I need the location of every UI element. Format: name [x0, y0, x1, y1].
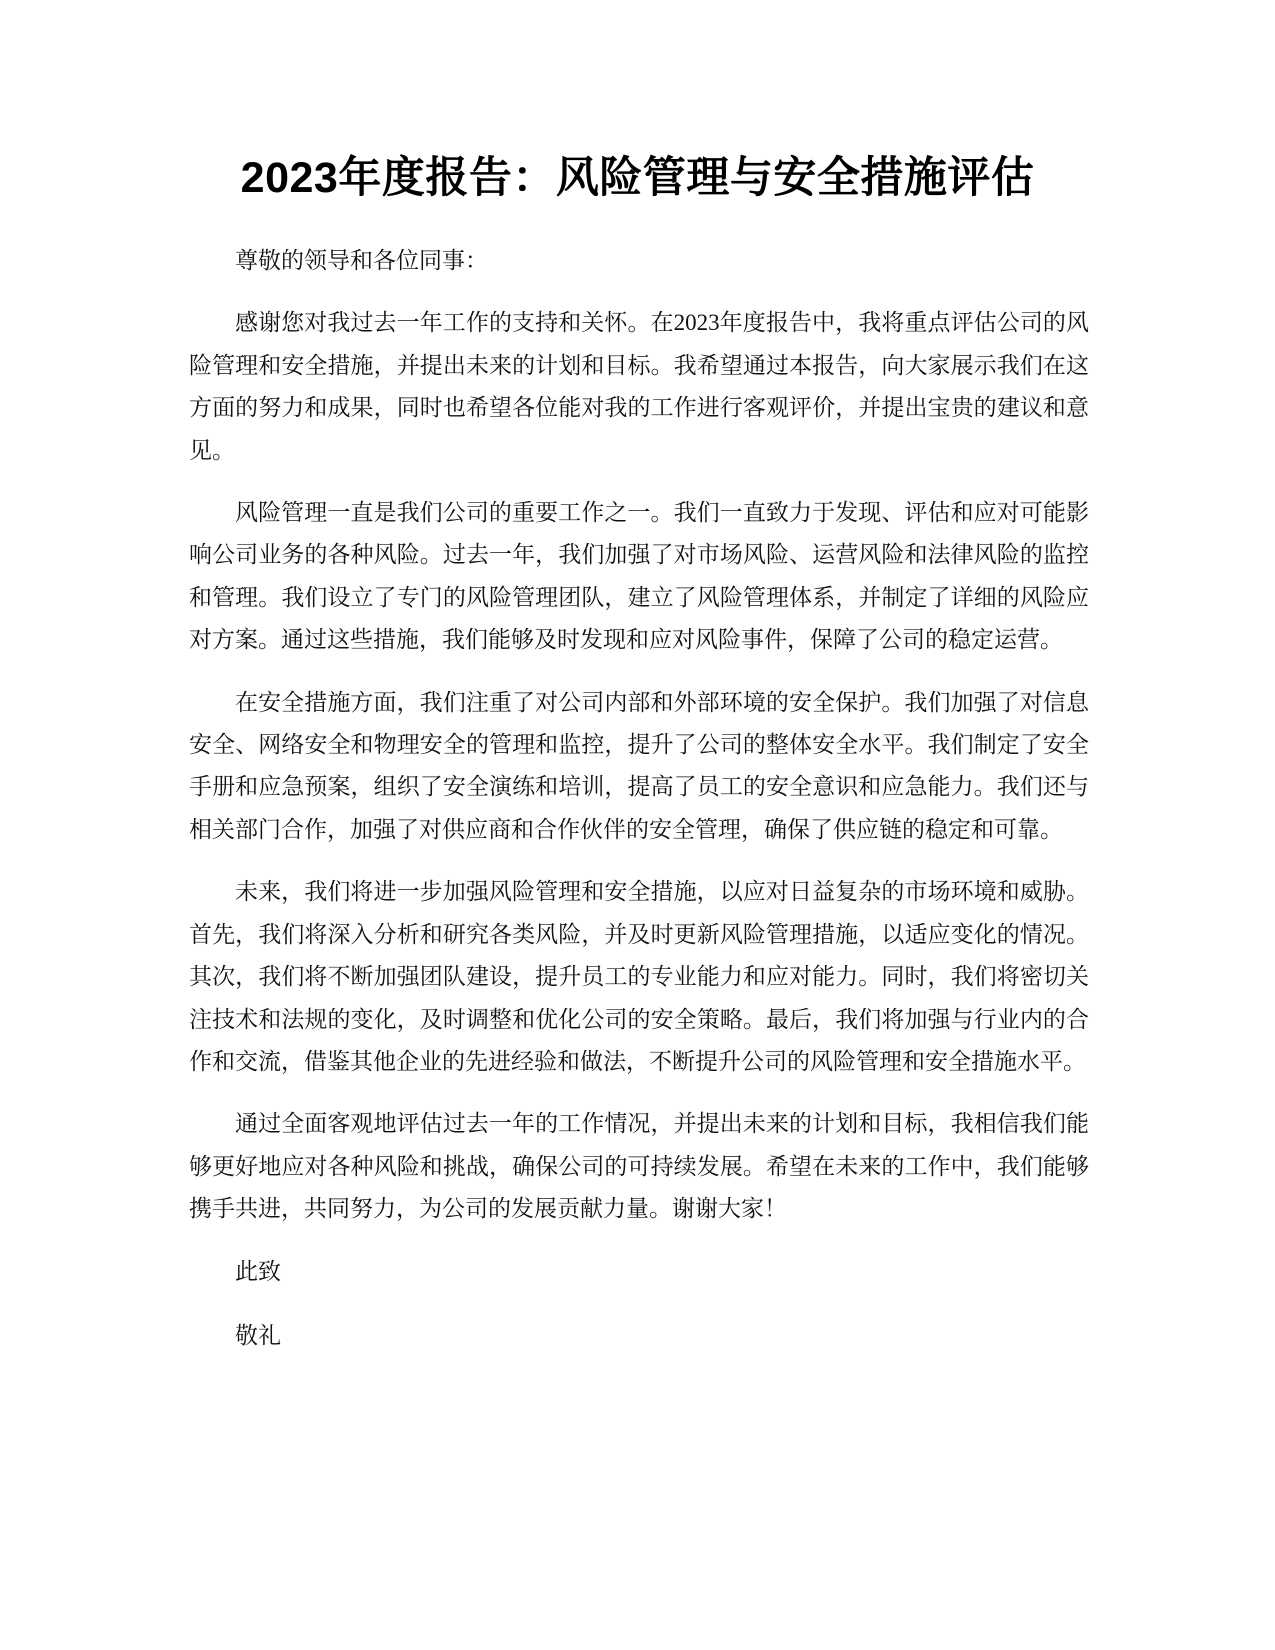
- paragraph-intro: 感谢您对我过去一年工作的支持和关怀。在2023年度报告中，我将重点评估公司的风险管理和安全措施，并提出未来的计划和目标。我希望通过本报告，向大家展示我们在这方面的努力和成果，同时也希望各位能对我的工作进行客观评价，并提出宝贵的建议和意见。: [189, 310, 1089, 463]
- paragraph-conclusion: 通过全面客观地评估过去一年的工作情况，并提出未来的计划和目标，我相信我们能够更好地应对各种风险和挑战，确保公司的可持续发展。希望在未来的工作中，我们能够携手共进，共同努力，为公司的发展贡献力量。谢谢大家！: [189, 1111, 1089, 1222]
- document-body: [189, 240, 1089, 1379]
- paragraph-security-measures: 在安全措施方面，我们注重了对公司内部和外部环境的安全保护。我们加强了对信息安全、网络安全和物理安全的管理和监控，提升了公司的整体安全水平。我们制定了安全手册和应急预案，组织了安全演练和培训，提高了员工的安全意识和应急能力。我们还与相关部门合作，加强了对供应商和合作伙伴的安全管理，确保了供应链的稳定和可靠。: [189, 689, 1089, 842]
- closing-salutation: 此致: [235, 1258, 281, 1284]
- document-title: 2023年度报告：风险管理与安全措施评估: [240, 154, 1035, 202]
- closing-regards: 敬礼: [235, 1322, 281, 1348]
- greeting: 尊敬的领导和各位同事：: [235, 248, 488, 273]
- paragraph-future-plans: 未来，我们将进一步加强风险管理和安全措施，以应对日益复杂的市场环境和威胁。首先，我们将深入分析和研究各类风险，并及时更新风险管理措施，以适应变化的情况。其次，我们将不断加强团队建设，提升员工的专业能力和应对能力。同时，我们将密切关注技术和法规的变化，及时调整和优化公司的安全策略。最后，我们将加强与行业内的合作和交流，借鉴其他企业的先进经验和做法，不断提升公司的风险管理和安全措施水平。: [189, 879, 1089, 1074]
- paragraph-risk-management: 风险管理一直是我们公司的重要工作之一。我们一直致力于发现、评估和应对可能影响公司业务的各种风险。过去一年，我们加强了对市场风险、运营风险和法律风险的监控和管理。我们设立了专门的风险管理团队，建立了风险管理体系，并制定了详细的风险应对方案。通过这些措施，我们能够及时发现和应对风险事件，保障了公司的稳定运营。: [189, 500, 1089, 653]
